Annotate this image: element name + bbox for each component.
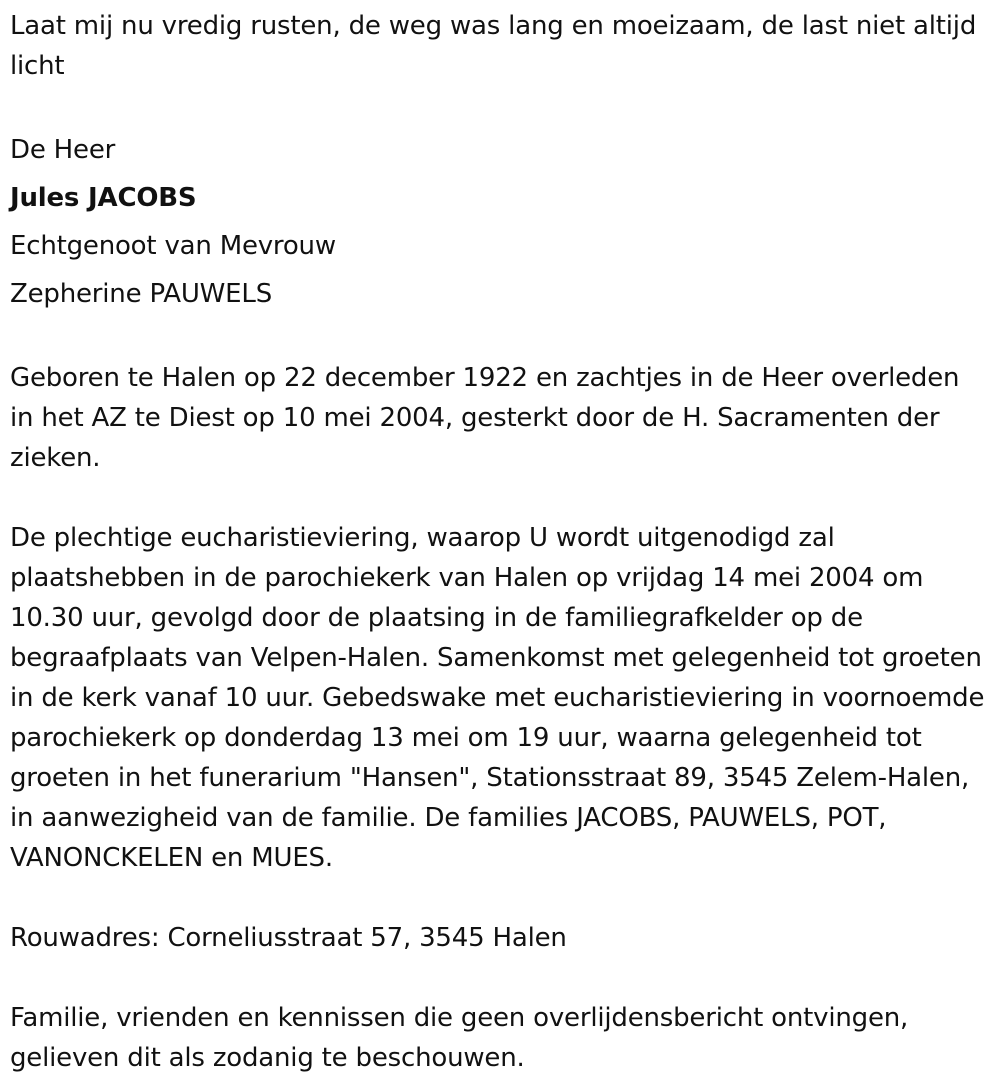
ceremony-paragraph: De plechtige eucharistieviering, waarop U wordt uitgenodigd zal plaatshebben in de parochiekerk van Halen op vrijdag 14 mei 2004 om 10.30 uur, gevolgd door de plaatsing in de familiegrafkelder op de begraafplaats van Velpen-Halen. Samenkomst met gelegenheid tot groeten in de kerk vanaf 10 uur. Gebedswake met eucharistieviering in voornoemde parochiekerk op donderdag 13 mei om 19 uur, waarna gelegenheid tot groeten in het funerarium "Hansen", Stationsstraat 89, 3545 Zelem-Halen, in aanwezigheid van de familie. De families JACOBS, PAUWELS, POT, VANONCKELEN en MUES.	[10, 523, 985, 873]
mourning-address: Rouwadres: Corneliusstraat 57, 3545 Halen	[10, 923, 567, 953]
spouse-line-1: Echtgenoot van Mevrouw	[10, 231, 336, 261]
birth-death-paragraph: Geboren te Halen op 22 december 1922 en zachtjes in de Heer overleden in het AZ te Diest op 10 mei 2004, gesterkt door de H. Sacramenten der zieken.	[10, 363, 960, 473]
deceased-name: Jules JACOBS	[10, 183, 197, 213]
salutation: De Heer	[10, 135, 116, 165]
spouse-line-2: Zepherine PAUWELS	[10, 279, 272, 309]
closing-paragraph: Familie, vrienden en kennissen die geen overlijdensbericht ontvingen, gelieven dit als zodanig te beschouwen.	[10, 1003, 909, 1073]
name-block	[10, 126, 990, 318]
verse-text: Laat mij nu vredig rusten, de weg was lang en moeizaam, de last niet altijd licht	[10, 11, 977, 81]
